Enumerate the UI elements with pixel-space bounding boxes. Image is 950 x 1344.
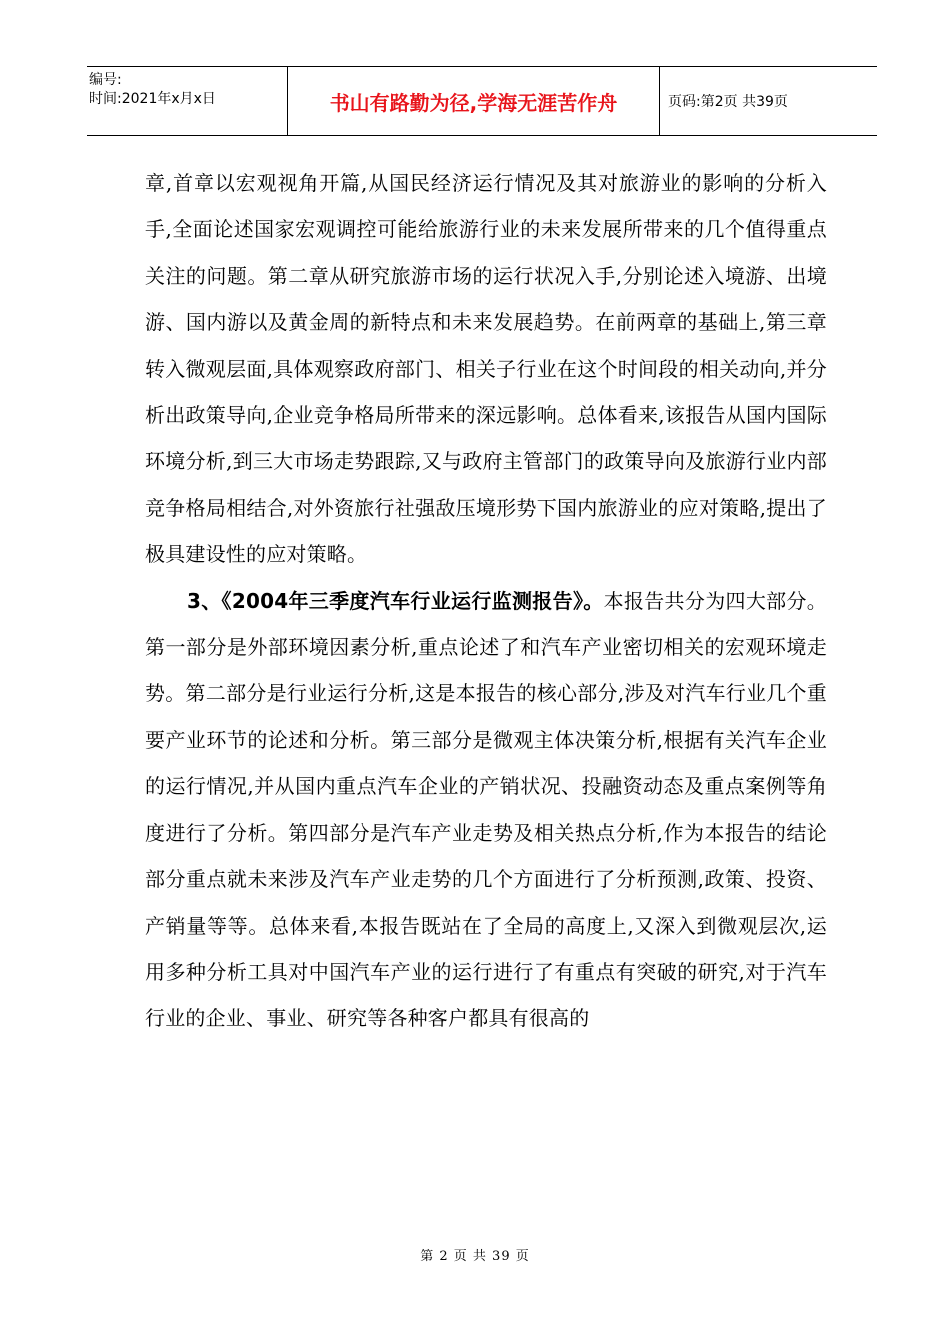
document-body bbox=[145, 160, 827, 1042]
header-meta bbox=[87, 67, 287, 135]
page-footer: 第 2 页 共 39 页 bbox=[420, 1249, 530, 1264]
time-label: 时间:2021年x月x日 bbox=[89, 91, 216, 107]
paragraph-2-text: 本报告共分为四大部分。第一部分是外部环境因素分析,重点论述了和汽车产业密切相关的宏观环境走势。第二部分是行业运行分析,这是本报告的核心部分,涉及对汽车行业几个重要产业环节的论述和分析。第三部分是微观主体决策分析,根据有关汽车企业的运行情况,并从国内重点汽车企业的产销状况、投融资动态及重点案例等角度进行了分析。第四部分是汽车产业走势及相关热点分析,作为本报告的结论部分重点就未来涉及汽车产业走势的几个方面进行了分析预测,政策、投资、产销量等等。总体来看,本报告既站在了全局的高度上,又深入到微观层次,运用多种分析工具对中国汽车产业的运行进行了有重点有突破的研究,对于汽车行业的企业、事业、研究等各种客户都具有很高的 bbox=[145, 588, 827, 1031]
document-header bbox=[87, 66, 877, 136]
paragraph-1: 章,首章以宏观视角开篇,从国民经济运行情况及其对旅游业的影响的分析入手,全面论述国家宏观调控可能给旅游行业的未来发展所带来的几个值得重点关注的问题。第二章从研究旅游市场的运行状况入手,分别论述入境游、出境游、国内游以及黄金周的新特点和未来发展趋势。在前两章的基础上,第三章转入微观层面,具体观察政府部门、相关子行业在这个时间段的相关动向,并分析出政策导向,企业竞争格局所带来的深远影响。总体看来,该报告从国内国际环境分析,到三大市场走势跟踪,又与政府主管部门的政策导向及旅游行业内部竞争格局相结合,对外资旅行社强敌压境形势下国内旅游业的应对策略,提出了极具建设性的应对策略。 bbox=[145, 171, 827, 567]
paragraph-2-heading: 3、《2004年三季度汽车行业运行监测报告》。 bbox=[187, 588, 604, 613]
paragraph-2 bbox=[145, 578, 827, 1042]
header-motto: 书山有路勤为径,学海无涯苦作舟 bbox=[287, 67, 660, 135]
number-label: 编号: bbox=[89, 72, 122, 88]
header-page-label: 页码:第2页 共39页 bbox=[668, 94, 788, 110]
